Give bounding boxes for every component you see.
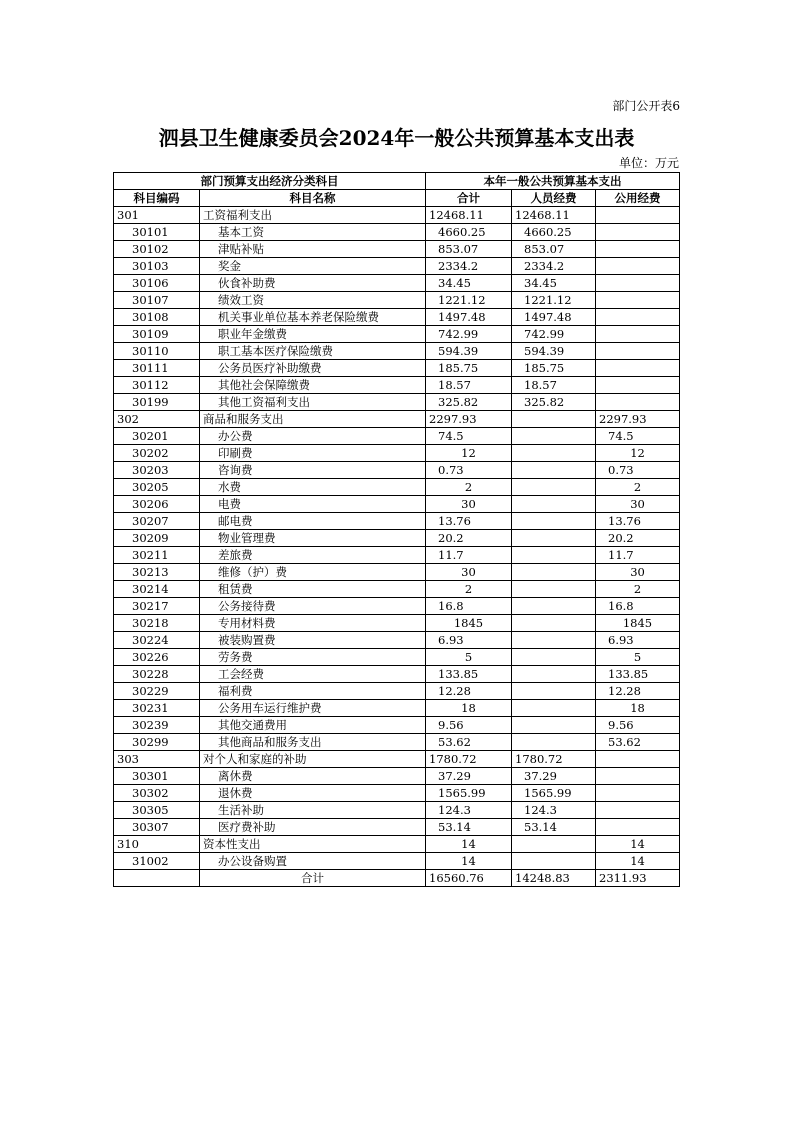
- row-total: 9.56: [426, 717, 512, 734]
- row-personnel: 34.45: [512, 275, 596, 292]
- row-total: 14: [426, 836, 512, 853]
- row-name: 退休费: [200, 785, 426, 802]
- row-total: 12.28: [426, 683, 512, 700]
- row-code: 30205: [114, 479, 200, 496]
- row-total: 124.3: [426, 802, 512, 819]
- row-public: 12: [596, 445, 680, 462]
- footer-public: 2311.93: [596, 870, 680, 887]
- row-public: 1845: [596, 615, 680, 632]
- header-total: 合计: [426, 190, 512, 207]
- row-code: 30101: [114, 224, 200, 241]
- row-public: [596, 241, 680, 258]
- table-row: [114, 615, 680, 632]
- row-name: 邮电费: [200, 513, 426, 530]
- row-personnel: 1497.48: [512, 309, 596, 326]
- row-code: 310: [114, 836, 200, 853]
- row-public: [596, 360, 680, 377]
- row-personnel: [512, 683, 596, 700]
- row-name: 机关事业单位基本养老保险缴费: [200, 309, 426, 326]
- table-row: [114, 785, 680, 802]
- row-total: 0.73: [426, 462, 512, 479]
- row-name: 商品和服务支出: [200, 411, 426, 428]
- table-row: [114, 479, 680, 496]
- row-name: 物业管理费: [200, 530, 426, 547]
- row-total: 1565.99: [426, 785, 512, 802]
- row-personnel: 185.75: [512, 360, 596, 377]
- header-personnel: 人员经费: [512, 190, 596, 207]
- row-name: 其他商品和服务支出: [200, 734, 426, 751]
- row-personnel: [512, 581, 596, 598]
- table-row: [114, 377, 680, 394]
- row-code: 30110: [114, 343, 200, 360]
- row-public: 9.56: [596, 717, 680, 734]
- row-code: 30207: [114, 513, 200, 530]
- row-name: 差旅费: [200, 547, 426, 564]
- table-body: [114, 207, 680, 870]
- table-row: [114, 768, 680, 785]
- footer-personnel: 14248.83: [512, 870, 596, 887]
- row-code: 30239: [114, 717, 200, 734]
- row-total: 12468.11: [426, 207, 512, 224]
- row-total: 1221.12: [426, 292, 512, 309]
- row-public: 0.73: [596, 462, 680, 479]
- table-row: [114, 649, 680, 666]
- row-total: 185.75: [426, 360, 512, 377]
- row-personnel: [512, 513, 596, 530]
- row-public: 20.2: [596, 530, 680, 547]
- table-row: [114, 853, 680, 870]
- row-total: 325.82: [426, 394, 512, 411]
- row-code: 30203: [114, 462, 200, 479]
- row-name: 劳务费: [200, 649, 426, 666]
- table-row: [114, 530, 680, 547]
- row-total: 1845: [426, 615, 512, 632]
- table-row: [114, 717, 680, 734]
- row-personnel: 2334.2: [512, 258, 596, 275]
- row-public: 11.7: [596, 547, 680, 564]
- row-name: 印刷费: [200, 445, 426, 462]
- row-personnel: 37.29: [512, 768, 596, 785]
- row-personnel: [512, 836, 596, 853]
- row-code: 303: [114, 751, 200, 768]
- row-code: 30217: [114, 598, 200, 615]
- row-personnel: [512, 632, 596, 649]
- row-public: 2297.93: [596, 411, 680, 428]
- row-code: 30299: [114, 734, 200, 751]
- row-total: 18.57: [426, 377, 512, 394]
- row-name: 医疗费补助: [200, 819, 426, 836]
- row-code: 30112: [114, 377, 200, 394]
- row-name: 被装购置费: [200, 632, 426, 649]
- table-row: [114, 224, 680, 241]
- row-public: [596, 326, 680, 343]
- row-total: 53.62: [426, 734, 512, 751]
- header-code: 科目编码: [114, 190, 200, 207]
- row-public: [596, 768, 680, 785]
- row-personnel: 1780.72: [512, 751, 596, 768]
- row-total: 2: [426, 479, 512, 496]
- row-public: [596, 785, 680, 802]
- footer-total-label: 合计: [200, 870, 426, 887]
- row-total: 13.76: [426, 513, 512, 530]
- row-name: 维修（护）费: [200, 564, 426, 581]
- header-group-expenditure: 本年一般公共预算基本支出: [426, 173, 680, 190]
- row-code: 30206: [114, 496, 200, 513]
- row-code: 30224: [114, 632, 200, 649]
- table-row: [114, 564, 680, 581]
- row-public: 14: [596, 836, 680, 853]
- row-public: [596, 275, 680, 292]
- table-row: [114, 598, 680, 615]
- row-total: 11.7: [426, 547, 512, 564]
- row-public: [596, 819, 680, 836]
- row-personnel: 18.57: [512, 377, 596, 394]
- row-name: 职业年金缴费: [200, 326, 426, 343]
- row-name: 基本工资: [200, 224, 426, 241]
- row-public: 5: [596, 649, 680, 666]
- unit-label: 单位：万元: [618, 156, 679, 170]
- row-code: 30226: [114, 649, 200, 666]
- table-row: [114, 836, 680, 853]
- row-public: [596, 394, 680, 411]
- table-row: [114, 343, 680, 360]
- row-name: 公务接待费: [200, 598, 426, 615]
- row-name: 其他社会保障缴费: [200, 377, 426, 394]
- row-personnel: 325.82: [512, 394, 596, 411]
- row-total: 594.39: [426, 343, 512, 360]
- table-row: [114, 632, 680, 649]
- row-name: 奖金: [200, 258, 426, 275]
- row-name: 离休费: [200, 768, 426, 785]
- row-total: 853.07: [426, 241, 512, 258]
- form-number: 部门公开表6: [612, 99, 680, 113]
- row-public: 12.28: [596, 683, 680, 700]
- row-total: 2297.93: [426, 411, 512, 428]
- row-code: 30302: [114, 785, 200, 802]
- row-total: 2334.2: [426, 258, 512, 275]
- row-personnel: [512, 530, 596, 547]
- table-row: [114, 734, 680, 751]
- table-row: [114, 309, 680, 326]
- row-code: 30211: [114, 547, 200, 564]
- row-name: 电费: [200, 496, 426, 513]
- table-row: [114, 819, 680, 836]
- row-total: 30: [426, 564, 512, 581]
- table-row: [114, 802, 680, 819]
- row-code: 30228: [114, 666, 200, 683]
- row-personnel: 4660.25: [512, 224, 596, 241]
- row-total: 133.85: [426, 666, 512, 683]
- row-code: 302: [114, 411, 200, 428]
- row-personnel: [512, 564, 596, 581]
- row-personnel: 853.07: [512, 241, 596, 258]
- row-total: 30: [426, 496, 512, 513]
- row-personnel: [512, 717, 596, 734]
- table-row: [114, 581, 680, 598]
- header-group-classification: 部门预算支出经济分类科目: [114, 173, 426, 190]
- row-total: 34.45: [426, 275, 512, 292]
- table-row: [114, 360, 680, 377]
- row-public: [596, 224, 680, 241]
- header-public: 公用经费: [596, 190, 680, 207]
- row-code: 30199: [114, 394, 200, 411]
- row-name: 职工基本医疗保险缴费: [200, 343, 426, 360]
- row-personnel: [512, 666, 596, 683]
- row-total: 6.93: [426, 632, 512, 649]
- row-public: 14: [596, 853, 680, 870]
- table-row: [114, 751, 680, 768]
- row-name: 伙食补助费: [200, 275, 426, 292]
- table-row: [114, 666, 680, 683]
- row-personnel: [512, 615, 596, 632]
- row-code: 30229: [114, 683, 200, 700]
- row-personnel: 594.39: [512, 343, 596, 360]
- row-name: 租赁费: [200, 581, 426, 598]
- table-header: [114, 173, 680, 207]
- row-code: 30103: [114, 258, 200, 275]
- row-personnel: [512, 649, 596, 666]
- row-name: 资本性支出: [200, 836, 426, 853]
- row-public: [596, 377, 680, 394]
- row-name: 福利费: [200, 683, 426, 700]
- table-footer: [114, 870, 680, 887]
- row-code: 30218: [114, 615, 200, 632]
- row-public: 16.8: [596, 598, 680, 615]
- row-total: 16.8: [426, 598, 512, 615]
- table-row: [114, 513, 680, 530]
- row-personnel: [512, 462, 596, 479]
- row-personnel: [512, 734, 596, 751]
- row-personnel: [512, 598, 596, 615]
- row-public: [596, 751, 680, 768]
- row-total: 74.5: [426, 428, 512, 445]
- table-row: [114, 683, 680, 700]
- row-total: 742.99: [426, 326, 512, 343]
- row-personnel: 12468.11: [512, 207, 596, 224]
- row-total: 53.14: [426, 819, 512, 836]
- row-name: 对个人和家庭的补助: [200, 751, 426, 768]
- row-total: 1780.72: [426, 751, 512, 768]
- table-row: [114, 547, 680, 564]
- row-name: 咨询费: [200, 462, 426, 479]
- row-code: 30301: [114, 768, 200, 785]
- row-code: 301: [114, 207, 200, 224]
- row-public: 18: [596, 700, 680, 717]
- row-total: 4660.25: [426, 224, 512, 241]
- row-public: 53.62: [596, 734, 680, 751]
- row-public: [596, 309, 680, 326]
- row-personnel: [512, 479, 596, 496]
- row-name: 办公设备购置: [200, 853, 426, 870]
- row-total: 37.29: [426, 768, 512, 785]
- table-row: [114, 445, 680, 462]
- row-code: 30202: [114, 445, 200, 462]
- row-code: 31002: [114, 853, 200, 870]
- row-personnel: [512, 411, 596, 428]
- row-personnel: [512, 445, 596, 462]
- row-name: 公务员医疗补助缴费: [200, 360, 426, 377]
- table-row: [114, 207, 680, 224]
- row-public: 74.5: [596, 428, 680, 445]
- row-code: 30209: [114, 530, 200, 547]
- row-code: 30102: [114, 241, 200, 258]
- row-public: 2: [596, 581, 680, 598]
- footer-blank: [114, 870, 200, 887]
- row-code: 30201: [114, 428, 200, 445]
- row-personnel: [512, 853, 596, 870]
- row-personnel: 53.14: [512, 819, 596, 836]
- table-row: [114, 275, 680, 292]
- row-code: 30214: [114, 581, 200, 598]
- row-total: 5: [426, 649, 512, 666]
- row-public: 6.93: [596, 632, 680, 649]
- page-title: 泗县卫生健康委员会2024年一般公共预算基本支出表: [158, 126, 635, 150]
- row-name: 其他交通费用: [200, 717, 426, 734]
- row-code: 30108: [114, 309, 200, 326]
- row-total: 14: [426, 853, 512, 870]
- row-public: [596, 343, 680, 360]
- row-code: 30231: [114, 700, 200, 717]
- row-name: 水费: [200, 479, 426, 496]
- table-row: [114, 496, 680, 513]
- row-total: 1497.48: [426, 309, 512, 326]
- row-personnel: 1565.99: [512, 785, 596, 802]
- row-public: [596, 258, 680, 275]
- row-public: 30: [596, 496, 680, 513]
- row-personnel: [512, 496, 596, 513]
- row-name: 工会经费: [200, 666, 426, 683]
- row-name: 绩效工资: [200, 292, 426, 309]
- row-personnel: 742.99: [512, 326, 596, 343]
- row-public: 13.76: [596, 513, 680, 530]
- table-row: [114, 292, 680, 309]
- row-public: [596, 292, 680, 309]
- row-code: 30109: [114, 326, 200, 343]
- table-row: [114, 428, 680, 445]
- row-total: 18: [426, 700, 512, 717]
- budget-table: [113, 172, 680, 887]
- table-row: [114, 241, 680, 258]
- footer-total: 16560.76: [426, 870, 512, 887]
- table-row: [114, 462, 680, 479]
- table-row: [114, 700, 680, 717]
- row-code: 30213: [114, 564, 200, 581]
- row-personnel: [512, 700, 596, 717]
- row-personnel: [512, 547, 596, 564]
- row-name: 专用材料费: [200, 615, 426, 632]
- row-public: 133.85: [596, 666, 680, 683]
- table-row: [114, 326, 680, 343]
- row-code: 30307: [114, 819, 200, 836]
- row-total: 20.2: [426, 530, 512, 547]
- row-public: 30: [596, 564, 680, 581]
- table-row: [114, 394, 680, 411]
- header-name: 科目名称: [200, 190, 426, 207]
- row-total: 12: [426, 445, 512, 462]
- row-public: [596, 207, 680, 224]
- row-code: 30107: [114, 292, 200, 309]
- row-total: 2: [426, 581, 512, 598]
- row-public: 2: [596, 479, 680, 496]
- row-name: 工资福利支出: [200, 207, 426, 224]
- row-personnel: [512, 428, 596, 445]
- table-row: [114, 258, 680, 275]
- row-public: [596, 802, 680, 819]
- row-name: 生活补助: [200, 802, 426, 819]
- row-name: 津贴补贴: [200, 241, 426, 258]
- row-name: 公务用车运行维护费: [200, 700, 426, 717]
- row-personnel: 124.3: [512, 802, 596, 819]
- row-name: 办公费: [200, 428, 426, 445]
- table-row: [114, 411, 680, 428]
- row-personnel: 1221.12: [512, 292, 596, 309]
- row-name: 其他工资福利支出: [200, 394, 426, 411]
- row-code: 30111: [114, 360, 200, 377]
- row-code: 30305: [114, 802, 200, 819]
- row-code: 30106: [114, 275, 200, 292]
